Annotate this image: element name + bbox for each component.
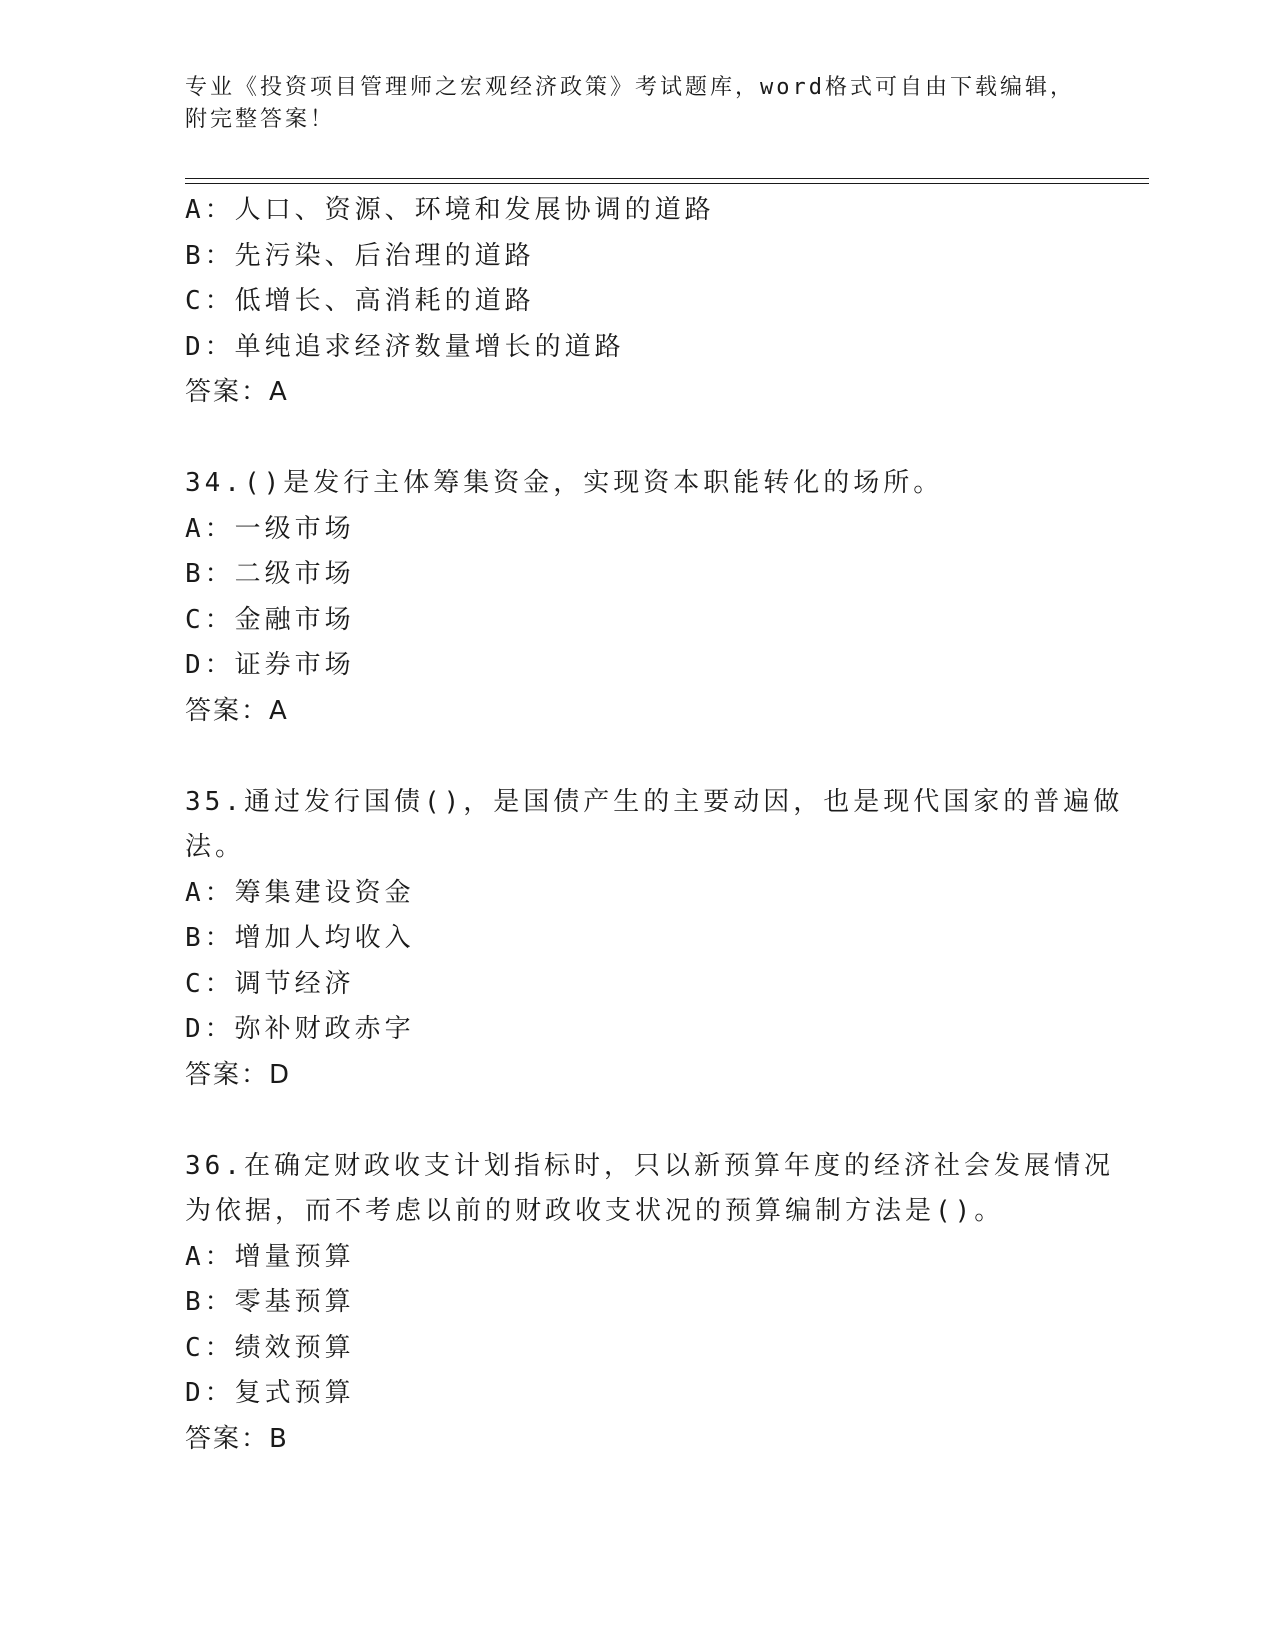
question-stem: 34.()是发行主体筹集资金，实现资本职能转化的场所。 bbox=[185, 468, 944, 498]
option-c: C：调节经济 bbox=[185, 968, 355, 999]
option-c: C：绩效预算 bbox=[185, 1332, 355, 1363]
header-line-2: 附完整答案！ bbox=[185, 107, 336, 132]
question-34 bbox=[185, 461, 1085, 734]
question-35 bbox=[185, 780, 1124, 1099]
option-a: A：人口、资源、环境和发展协调的道路 bbox=[185, 195, 715, 225]
spacer bbox=[185, 734, 1085, 780]
option-a: A：增量预算 bbox=[185, 1241, 355, 1272]
option-b: B：增加人均收入 bbox=[185, 923, 415, 953]
option-a: A：筹集建设资金 bbox=[185, 877, 415, 908]
spacer bbox=[185, 1098, 1085, 1144]
question-36 bbox=[185, 1144, 1114, 1463]
answer-label: 答案：B bbox=[185, 1423, 289, 1454]
question-list bbox=[185, 188, 1124, 1462]
question-stem-line-1: 35.通过发行国债()，是国债产生的主要动因，也是现代国家的普遍做 bbox=[185, 786, 1124, 817]
option-b: B：零基预算 bbox=[185, 1287, 355, 1317]
question-stem-line-2: 为依据，而不考虑以前的财政收支状况的预算编制方法是()。 bbox=[185, 1196, 1005, 1226]
answer-label: 答案：A bbox=[185, 377, 289, 407]
answer-label: 答案：D bbox=[185, 1059, 292, 1090]
question-33 bbox=[185, 188, 1085, 416]
header-divider-top bbox=[185, 178, 1149, 179]
header-line-1: 专业《投资项目管理师之宏观经济政策》考试题库，word格式可自由下载编辑， bbox=[185, 75, 1075, 100]
option-d: D：证券市场 bbox=[185, 650, 355, 680]
option-b: B：先污染、后治理的道路 bbox=[185, 240, 535, 271]
document-header bbox=[185, 72, 1085, 136]
option-d: D：单纯追求经济数量增长的道路 bbox=[185, 331, 625, 362]
option-b: B：二级市场 bbox=[185, 559, 355, 589]
question-stem-line-1: 36.在确定财政收支计划指标时，只以新预算年度的经济社会发展情况 bbox=[185, 1150, 1114, 1181]
option-c: C：金融市场 bbox=[185, 604, 355, 635]
option-c: C：低增长、高消耗的道路 bbox=[185, 286, 535, 316]
header-divider-bottom bbox=[185, 183, 1149, 184]
option-d: D：弥补财政赤字 bbox=[185, 1014, 415, 1044]
option-d: D：复式预算 bbox=[185, 1378, 355, 1408]
spacer bbox=[185, 416, 1085, 462]
answer-label: 答案：A bbox=[185, 695, 289, 726]
question-stem-line-2: 法。 bbox=[185, 832, 246, 862]
option-a: A：一级市场 bbox=[185, 513, 355, 544]
